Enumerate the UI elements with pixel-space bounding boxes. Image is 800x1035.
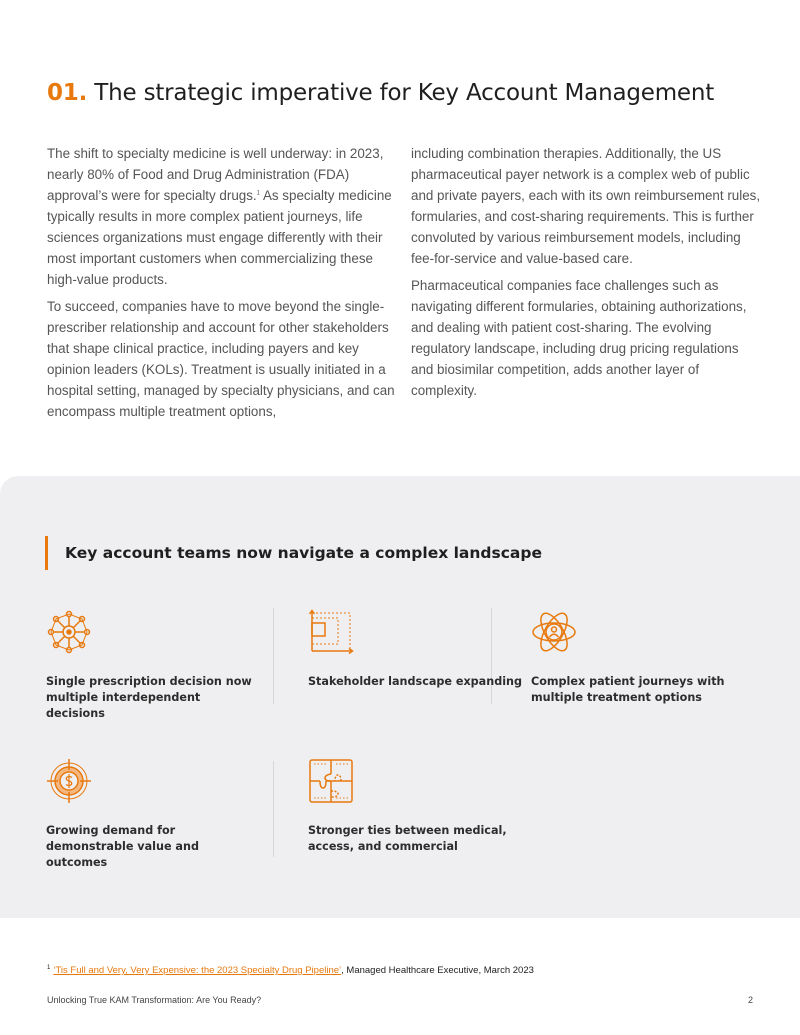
landscape-item-label: Stronger ties between medical, access, and commercial (308, 824, 507, 853)
paragraph: including combination therapies. Additionally, the US pharmaceutical payer network is a complex web of public and private payers, each with its own reimbursement rules, formularies, and cost-sharing requirements. This is further convoluted by various reimbursement models, including fee-for-service and value-based care. (411, 146, 761, 266)
paragraph (47, 143, 397, 290)
paragraph: Pharmaceutical companies face challenges such as navigating different formularies, obtaining authorizations, and dealing with patient cost-sharing. The evolving regulatory landscape, including drug pricing regulations and biosimilar competition, adds another layer of complexity. (411, 278, 747, 398)
footnote-source-link[interactable]: ‘Tis Full and Very, Very Expensive: the 2023 Specialty Drug Pipeline’ (53, 965, 342, 977)
footnote (47, 965, 534, 976)
landscape-item-label: Single prescription decision now multiple interdependent decisions (46, 675, 252, 720)
footnote-text: , Managed Healthcare Executive, March 2023 (341, 965, 534, 977)
expanding-squares-icon (308, 609, 354, 655)
landscape-item (308, 758, 523, 855)
puzzle-icon (308, 758, 354, 804)
landscape-item (531, 609, 746, 706)
network-icon (46, 609, 92, 655)
body-column-left (47, 143, 397, 428)
paragraph: To succeed, companies have to move beyond the single-prescriber relationship and account for other stakeholders that shape clinical practice, including payers and key opinion leaders (KOLs). Treatment is usually initiated in a hospital setting, managed by specialty physicians, and can encompass multiple treatment options, (47, 299, 395, 419)
body-column-right (411, 143, 761, 407)
landscape-item-label: Complex patient journeys with multiple treatment options (531, 675, 725, 704)
footer-title: Unlocking True KAM Transformation: Are You Ready? (47, 995, 262, 1005)
section-heading (47, 80, 714, 106)
footnote-number: 1 (47, 965, 51, 971)
page-number: 2 (747, 995, 753, 1005)
paragraph-text: The shift to specialty medicine is well underway: in 2023, nearly 80% of Food and Drug Administration (FDA) approval’s were for specialty drugs. (47, 146, 384, 203)
landscape-item-label: Stakeholder landscape expanding (308, 675, 523, 688)
landscape-item-label: Growing demand for demonstrable value and outcomes (46, 824, 199, 869)
atom-person-icon (531, 609, 577, 655)
panel-title: Key account teams now navigate a complex landscape (65, 544, 542, 562)
landscape-panel (0, 476, 800, 918)
section-title: The strategic imperative for Key Account Management (94, 80, 715, 106)
target-dollar-icon (46, 758, 92, 804)
footnote-ref: 1 (256, 190, 260, 197)
divider (273, 761, 274, 857)
paragraph-text: As specialty medicine typically results in more complex patient journeys, life sciences organizations must engage differently with their most important customers when commercializing these high-value products. (47, 188, 392, 287)
landscape-item (308, 609, 523, 690)
landscape-item (46, 609, 261, 722)
landscape-item (46, 758, 261, 871)
section-number: 01. (47, 80, 88, 106)
divider (273, 608, 274, 704)
accent-bar (45, 536, 48, 570)
